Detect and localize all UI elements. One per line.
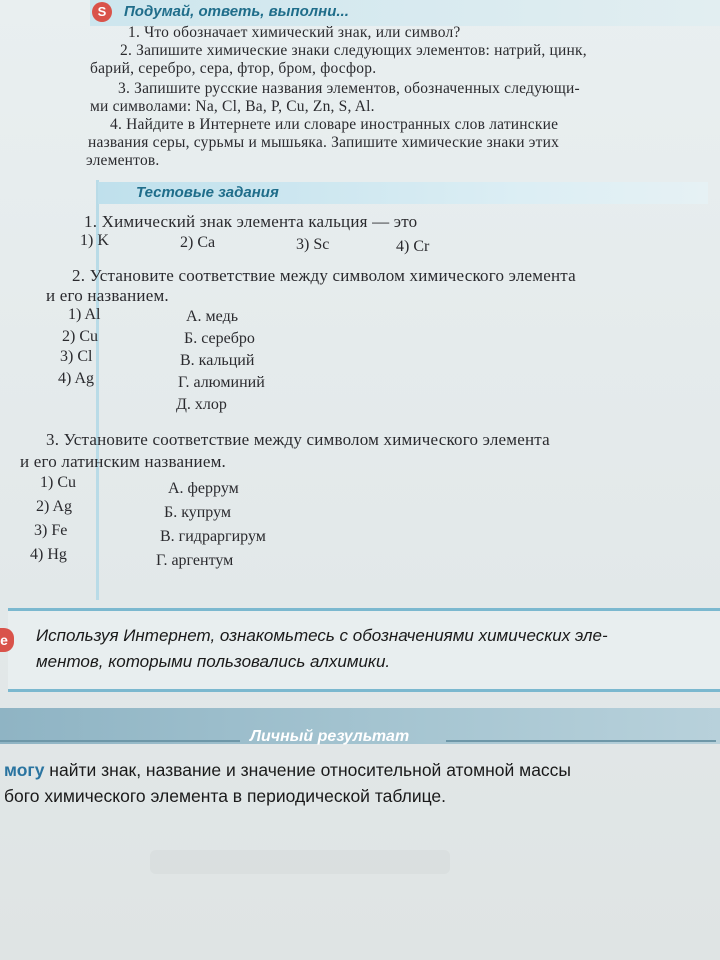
- test-2-right-b: Б. серебро: [184, 330, 255, 347]
- internet-task-box: [8, 608, 720, 692]
- test-1-option-4: 4) Cr: [396, 238, 430, 255]
- test-3-right-d: Г. аргентум: [156, 552, 234, 569]
- personal-result-keyword: могу: [4, 760, 45, 780]
- question-4-line-1: 4. Найдите в Интернете или словаре иностранных слов латинские: [110, 116, 559, 133]
- section-title: Подумай, ответь, выполни...: [124, 3, 349, 20]
- test-3-right-b: Б. купрум: [164, 504, 231, 521]
- internet-task-line-2: ментов, которыми пользовались алхимики.: [36, 652, 391, 671]
- test-2-right-d: Г. алюминий: [178, 374, 265, 391]
- personal-result-line-1-text: найти знак, название и значение относительной атомной массы: [44, 760, 572, 780]
- test-3-question-line-1: 3. Установите соответствие между символом химического элемента: [46, 430, 550, 449]
- personal-result-rule-left: [0, 740, 240, 742]
- test-1-option-1: 1) K: [80, 232, 109, 249]
- internet-task-icon: e: [0, 628, 14, 652]
- personal-result-title: Личный результат: [250, 728, 410, 745]
- tests-title: Тестовые задания: [136, 184, 279, 201]
- test-2-right-a: А. медь: [186, 308, 239, 325]
- question-1: 1. Что обозначает химический знак, или символ?: [128, 24, 461, 41]
- question-2-line-1: 2. Запишите химические знаки следующих элементов: натрий, цинк,: [120, 42, 587, 59]
- test-3-left-3: 3) Fe: [34, 522, 68, 539]
- test-1-option-2: 2) Ca: [180, 234, 216, 251]
- test-2-left-2: 2) Cu: [62, 328, 98, 345]
- test-2-right-c: В. кальций: [180, 352, 255, 369]
- test-3-question-line-2: и его латинским названием.: [20, 452, 226, 471]
- test-1-option-3: 3) Sc: [296, 236, 330, 253]
- test-3-left-2: 2) Ag: [36, 498, 72, 515]
- test-2-left-3: 3) Cl: [60, 348, 93, 365]
- question-2-line-2: барий, серебро, сера, фтор, бром, фосфор.: [90, 60, 377, 77]
- personal-result-rule-right: [446, 740, 716, 742]
- faint-bleedthrough: [150, 850, 450, 874]
- internet-task-line-1: Используя Интернет, ознакомьтесь с обозначениями химических эле-: [36, 626, 608, 645]
- test-2-question-line-2: и его названием.: [46, 286, 169, 305]
- question-3-line-1: 3. Запишите русские названия элементов, обозначенных следующи-: [118, 80, 580, 97]
- section-icon: S: [92, 2, 112, 22]
- test-3-right-c: В. гидраргирум: [160, 528, 266, 545]
- test-3-right-a: А. феррум: [168, 480, 239, 497]
- question-4-line-3: элементов.: [86, 152, 160, 169]
- test-2-question-line-1: 2. Установите соответствие между символом химического элемента: [72, 266, 576, 285]
- question-3-line-2: ми символами: Na, Cl, Ba, P, Cu, Zn, S, Al.: [90, 98, 375, 115]
- personal-result-line-1: [4, 760, 571, 781]
- test-1-question: 1. Химический знак элемента кальция — это: [84, 212, 418, 231]
- test-2-right-e: Д. хлор: [176, 396, 227, 413]
- test-3-left-1: 1) Cu: [40, 474, 76, 491]
- test-2-left-4: 4) Ag: [58, 370, 94, 387]
- question-4-line-2: названия серы, сурьмы и мышьяка. Запишите химические знаки этих: [88, 134, 560, 151]
- test-3-left-4: 4) Hg: [30, 546, 67, 563]
- personal-result-line-2: бого химического элемента в периодической таблице.: [4, 786, 447, 806]
- test-2-left-1: 1) Al: [68, 306, 101, 323]
